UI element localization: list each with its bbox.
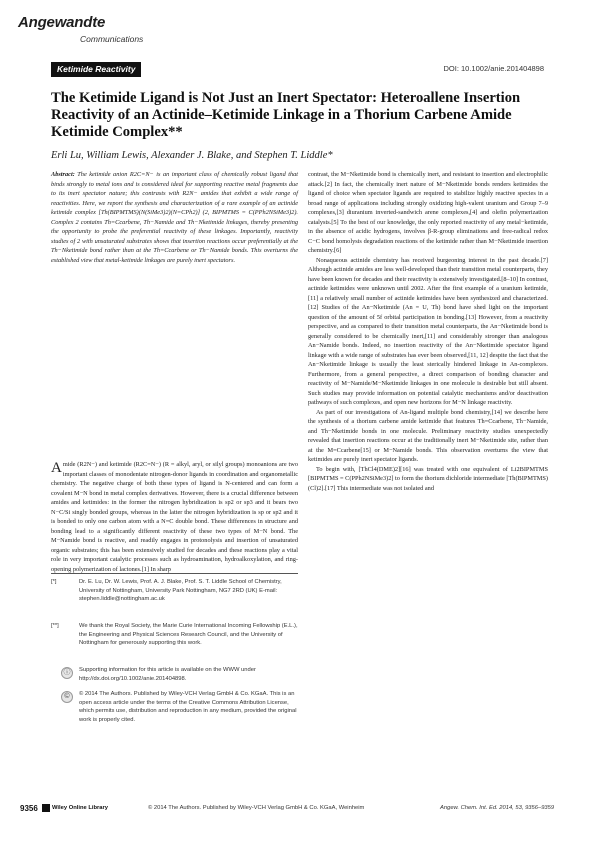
abstract-label: Abstract:: [51, 171, 75, 178]
paragraph: contrast, the M−Nketimide bond is chemically inert, and resistant to insertion and electrophilic attack.[2] In fact, the chemically inert nature of M−Nketimide bonds renders ketimides the ligand of choice when spectator ligands are required to stabilize highly reactive species in a broad range of applications including strongly oxidizing high-valent uranium and Group 7–9 complexes,[3] diuranium inverted-sandwich arene complexes,[4] and olefin polymerization catalysts.[5] To the best of our knowledge, the only reported reactivity of any metal−ketimide, in the absence of acidic hydrogens, involves β-R-group eliminations and free-radical redox C−C bond homolysis degradation reactions of the ketimide rather than M−Nketimide insertion chemistry.[6]: [308, 171, 548, 254]
footnote-label: [*]: [51, 579, 57, 585]
footnote-text: © 2014 The Authors. Published by Wiley-VCH Verlag GmbH & Co. KGaA. This is an open access article under the terms of the Creative Commons Attribution License, which permits use, distribution and reproduction in any medium, provided the original work is properly cited.: [79, 691, 297, 723]
footnote-license: [51, 690, 298, 724]
journal-logo: Angewandte: [18, 14, 106, 31]
introduction: [51, 460, 298, 574]
article-authors: Erli Lu, William Lewis, Alexander J. Blake, and Stephen T. Liddle*: [51, 150, 333, 161]
footer-copyright: © 2014 The Authors. Published by Wiley-VCH Verlag GmbH & Co. KGaA, Weinheim: [148, 805, 365, 811]
publisher-logo: Wiley Online Library: [52, 805, 108, 811]
abstract: [51, 170, 298, 265]
intro-text: mide (R2N−) and ketimide (R2C=N−) (R = alkyl, aryl, or silyl groups) monoanions are two important classes of monodentate nitrogen-donor ligands in coordination and organometallic chemistry. The negative charge of both these types of ligand is N-centered and can form a covalent M−N bond in metal complex derivatives. However, there is a crucial difference between amides and ketimides: in the former the nitrogen hybridization is sp2 or sp3 and it bears two N−C/Si singly bonded groups, whereas in the latter the nitrogen hybridization is sp or sp2 and it is bonded to only one carbon atom with a N=C double bond. These differences in structure and bonding lead to a significantly different reactivity of these two types of M−N bond. The M−Namide bond is reactive, and readily engages in protonolysis and insertion of unsaturated organic substrates; this has been extensively studied for decades and these reactions play a vital role in very important catalytic processes such as hydroamination, hydroalkoxylation, and ring-opening polymerization of lactones.[1] In sharp: [51, 461, 298, 573]
footnote-label: [**]: [51, 623, 59, 629]
open-access-icon: ©: [61, 691, 73, 703]
footnote-supporting-info: [51, 666, 298, 683]
footnote-text: Dr. E. Lu, Dr. W. Lewis, Prof. A. J. Blake, Prof. S. T. Liddle School of Chemistry, University of Nottingham, University Park Nottingham, NG7 2RD (UK) E-mail: stephen.liddle@nottingham.ac.uk: [79, 579, 282, 603]
footer-journal: Angew. Chem. Int. Ed. 2014, 53, 9356–9359: [440, 805, 555, 811]
footnote-text: We thank the Royal Society, the Marie Curie International Incoming Fellowship (E.L.), the Engineering and Physical Sciences Research Council, and the University of Nottingham for generously supporting this work.: [79, 623, 298, 647]
wiley-logo-icon: [42, 804, 50, 812]
right-column: [308, 170, 548, 493]
doi-link[interactable]: DOI: 10.1002/anie.201404898: [443, 64, 544, 73]
journal-logo-subtitle: Communications: [80, 34, 144, 44]
paragraph: As part of our investigations of An-ligand multiple bond chemistry,[14] we describe here the synthesis of a thorium carbene amide ketimide that features Th=Ccarbene, Th−Namide, and Th−Nketimide bonds in one molecule. Preliminary reactivity studies unexpectedly revealed that insertion reactions occur at the traditionally inert M−Nketimide site, rather than at the M=Ccarbene[15] or M−Namide bonds. This observation overturns the view that ketimides are purely inert spectator ligands.: [308, 408, 548, 463]
footnote-acknowledgement: [51, 622, 298, 648]
footnote-affiliation: [51, 578, 298, 604]
article-title: The Ketimide Ligand is Not Just an Inert Spectator: Heteroallene Insertion Reactivity of an Actinide–Ketimide Linkage in a Thorium Carbene Amide Ketimide Complex**: [51, 90, 521, 140]
footnote-divider: [51, 573, 298, 574]
abstract-text: The ketimide anion R2C=N− is an important class of chemically robust ligand that binds strongly to metal ions and is considered ideal for supporting reactive metal fragments due to its inert spectator nature; this contrasts with R2N− amides that exhibit a wide range of reactivities. Here, we report the synthesis and characterization of a rare example of an actinide ketimide complex [Th(BIPMTMS)(N(SiMe3)2)(N=CPh2)] (2, BIPMTMS = C(PPh2NSiMe3)2). Complex 2 contains Th=Ccarbene, Th−Namide and Th−Nketimide linkages, thereby presenting the opportunity to probe the preferential reactivity of these linkages. Importantly, reactivity studies of 2 with unsaturated substrates shows that insertion reactions occur preferentially at the Th−Nketimide bond rather than at the Th=Ccarbene or Th−Namide bonds. This overturns the established view that metal-ketimide linkages are purely inert spectators.: [51, 171, 298, 264]
drop-cap: A: [51, 460, 62, 476]
supporting-info-icon: ⓘ: [61, 667, 73, 679]
section-tag: Ketimide Reactivity: [51, 62, 141, 77]
page-number: 9356: [20, 804, 38, 813]
paragraph: To begin with, [ThCl4(DME)2][16] was treated with one equivalent of Li2BIPMTMS [BIPMTMS = C(PPh2NSiMe3)2] to form the thorium dichloride intermediate [Th(BIPMTMS)(Cl)2].[17] This intermediate was not isolated and: [308, 465, 548, 492]
footnote-text[interactable]: Supporting information for this article is available on the WWW under http://dx.doi.org/10.1002/anie.201404898.: [79, 667, 256, 682]
paragraph: Nonaqueous actinide chemistry has received burgeoning interest in the past decade.[7] Although actinide amides are less well-developed than their transition metal counterparts, they have been known for decades and their reactivity is extensively investigated.[8–10] In contrast, actinide ketimides were unknown until 2002. After the first example of a uranium ketimide,[11] a relatively small number of actinide ketimides have been synthesized and characterized.[12] Studies of the An−Nketimide (An = U, Th) bond have shed light on the important question of the amount of 5f orbital participation in bonding.[13] However, from a reactivity perspective, and as compared to their transition metal counterparts, the An−Nketimide bond is generally considered to be chemically inert,[11] and considerably stronger than analogous An−Namide bonds. Indeed, no insertion reactivity of the An−Nketimide spectator ligand linkage with a wide range of substrates has ever been observed,[11, 12] despite the fact that the An−Nketimide linkage is usually the least sterically hindered linkage in An-complexes. Furthermore, from a general perspective, a direct comparison of bonding character and reactivity of M−Namide/M−Nketimide linkages in one molecule is desirable but still absent. Such studies may provide information on potential catalytic mechanisms and/or deactivation pathways of such complexes, and open new horizons for M−N linkage reactivity.: [308, 256, 548, 406]
